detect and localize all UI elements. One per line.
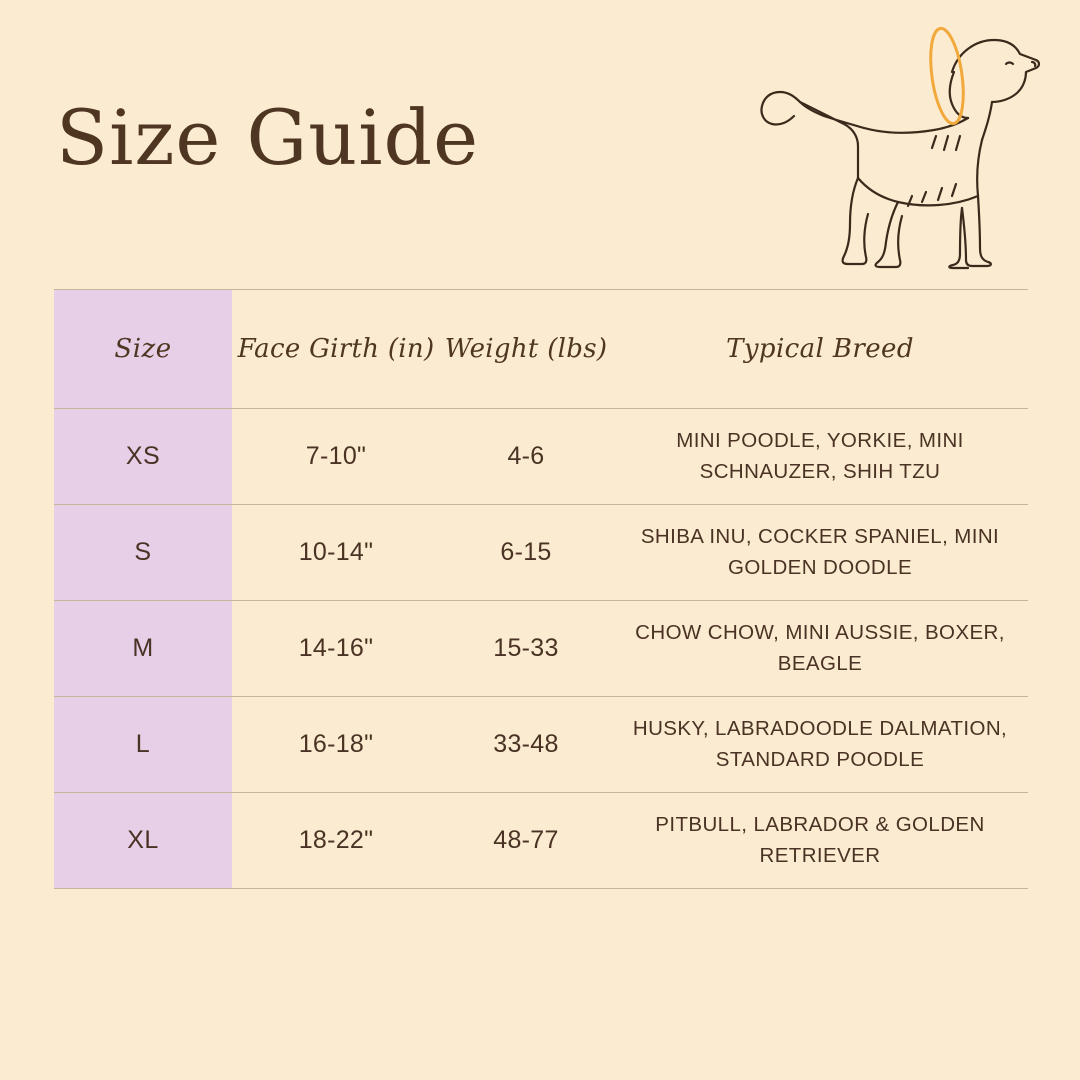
table-header-row [54, 290, 1028, 409]
table-row [54, 409, 1028, 505]
column-header-weight: Weight (lbs) [440, 290, 612, 409]
cell-breed: CHOW CHOW, MINI AUSSIE, BOXER, BEAGLE [612, 601, 1028, 697]
table-row [54, 505, 1028, 601]
cell-girth: 10-14" [232, 505, 440, 601]
cell-breed: PITBULL, LABRADOR & GOLDEN RETRIEVER [612, 793, 1028, 889]
cell-size: S [54, 505, 232, 601]
cell-weight: 48-77 [440, 793, 612, 889]
page-title: Size Guide [56, 93, 480, 182]
cell-weight: 6-15 [440, 505, 612, 601]
table-header [54, 290, 1028, 409]
column-header-girth: Face Girth (in) [232, 290, 440, 409]
cell-weight: 15-33 [440, 601, 612, 697]
cell-size: XS [54, 409, 232, 505]
table-body [54, 409, 1028, 889]
size-guide-table [54, 289, 1028, 889]
cell-girth: 14-16" [232, 601, 440, 697]
cell-size: XL [54, 793, 232, 889]
table-row [54, 697, 1028, 793]
cell-breed: MINI POODLE, YORKIE, MINI SCHNAUZER, SHIH TZU [612, 409, 1028, 505]
cell-weight: 33-48 [440, 697, 612, 793]
cell-girth: 18-22" [232, 793, 440, 889]
cell-weight: 4-6 [440, 409, 612, 505]
column-header-breed: Typical Breed [612, 290, 1028, 409]
cell-size: L [54, 697, 232, 793]
column-header-size: Size [54, 290, 232, 409]
cell-girth: 7-10" [232, 409, 440, 505]
cell-girth: 16-18" [232, 697, 440, 793]
cell-breed: SHIBA INU, COCKER SPANIEL, MINI GOLDEN DOODLE [612, 505, 1028, 601]
table-row [54, 601, 1028, 697]
cell-size: M [54, 601, 232, 697]
dog-illustration [740, 16, 1040, 281]
cell-breed: HUSKY, LABRADOODLE DALMATION, STANDARD POODLE [612, 697, 1028, 793]
table-row [54, 793, 1028, 889]
